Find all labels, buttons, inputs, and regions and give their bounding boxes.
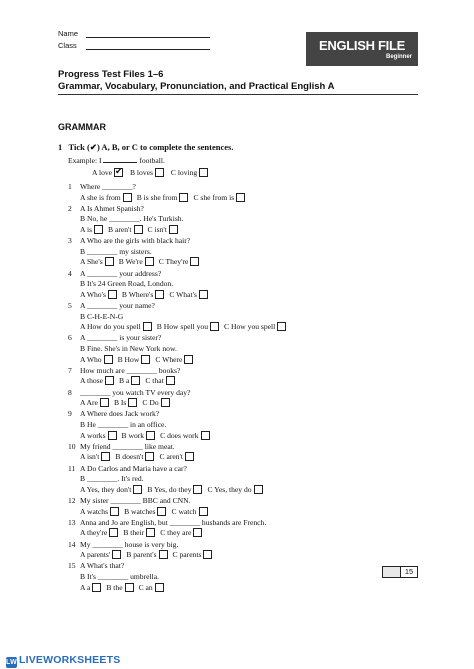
question-number: 3 [68,236,72,246]
answer-checkbox[interactable] [190,257,199,266]
option-label: A Who [80,354,102,364]
question-number: 14 [68,539,76,549]
question-options [80,256,204,267]
question-options [80,430,215,441]
question-number: 11 [68,463,76,473]
question-options [80,192,250,203]
brand-title: ENGLISH FILE [319,38,405,53]
answer-checkbox[interactable] [145,257,154,266]
example-checkbox-c[interactable] [199,168,208,177]
answer-checkbox[interactable] [143,322,152,331]
question-number: 15 [68,561,76,571]
answer-checkbox[interactable] [101,452,110,461]
example-option-b: B loves [129,168,153,177]
option-label: B doesn't [115,452,144,462]
answer-checkbox[interactable] [141,355,150,364]
option-label: C They're [158,257,189,267]
answer-checkbox[interactable] [146,431,155,440]
question-text: A Where does Jack work? [80,409,160,419]
option-label: B is she from [136,192,178,202]
question-text: Anna and Jo are English, but ________ husbands are French. [80,517,267,527]
option-label: C she from is [193,192,235,202]
option-label: A Yes, they don't [80,484,132,494]
question-text: B It's 24 Green Road, London. [80,279,174,289]
answer-checkbox[interactable] [94,225,103,234]
example-blank [103,155,137,163]
question-number: 12 [68,496,76,505]
example-option-a: A love [92,168,113,177]
question-text: A Is Ahmet Spanish? [80,203,144,213]
score-value: 15 [400,567,417,577]
question-text: B He ________ in an office. [80,420,167,429]
class-field[interactable] [86,49,210,50]
answer-checkbox[interactable] [199,290,208,299]
question-number: 7 [68,365,72,375]
option-label: C aren't [159,452,183,462]
option-label: C does work [160,430,199,440]
question-number: 4 [68,268,72,278]
option-label: B We're [118,257,143,267]
question-text: A ________ is your sister? [80,333,162,343]
option-label: C watch [171,506,197,516]
example-prompt-post: football. [139,156,165,165]
option-label: C that [145,376,164,386]
answer-checkbox[interactable] [133,485,142,494]
instruction-text: Tick (✔) A, B, or C to complete the sentences. [68,142,234,152]
option-label: B parent's [126,550,157,560]
class-label: Class [58,41,77,50]
option-label: A isn't [80,452,100,462]
answer-checkbox[interactable] [277,322,286,331]
name-label: Name [58,29,79,38]
option-label: A Who's [80,289,106,299]
option-label: B Where's [121,289,154,299]
liveworksheets-logo-icon: LW [6,659,17,666]
answer-checkbox[interactable] [112,550,121,559]
option-label: A a [80,582,91,592]
example-options [92,167,213,178]
header-divider [58,94,418,95]
answer-checkbox[interactable] [146,528,155,537]
option-label: B Yes, do they [147,484,192,494]
answer-checkbox[interactable] [199,507,208,516]
question-number: 5 [68,301,72,310]
answer-checkbox[interactable] [184,355,193,364]
option-label: B work [121,430,145,440]
question-text: A Who are the girls with black hair? [80,236,191,246]
option-label: A she is from [80,192,121,202]
section-heading: GRAMMAR [58,122,106,132]
question-text: B ________. It's red. [80,474,144,484]
test-title: Progress Test Files 1–6 [58,69,164,80]
answer-checkbox[interactable] [193,528,202,537]
question-text: My friend ________ like meat. [80,441,175,451]
liveworksheets-brand: LIVEWORKSHEETS [19,654,121,666]
question-number: 9 [68,409,72,419]
answer-checkbox[interactable] [169,225,178,234]
score-box [382,566,418,578]
option-label: C isn't [147,225,167,234]
liveworksheets-footer [6,654,120,668]
question-text: Where ________? [80,182,136,191]
option-label: C Do [142,398,159,408]
question-options [80,451,199,462]
option-label: B How spell you [156,322,209,332]
question-options [80,397,175,408]
answer-checkbox[interactable] [254,485,263,494]
answer-checkbox[interactable] [128,398,137,407]
answer-checkbox[interactable] [155,290,164,299]
answer-checkbox[interactable] [157,507,166,516]
option-label: C Where [155,354,183,364]
answer-checkbox[interactable] [92,583,101,592]
instruction-number: 1 [58,142,63,152]
question-options [80,375,180,386]
question-options [80,224,183,235]
option-label: C What's [169,289,197,299]
answer-checkbox[interactable] [161,398,170,407]
question-text: B ________ my sisters. [80,246,152,256]
example-prompt-pre: Example: I [68,156,102,165]
answer-checkbox[interactable] [100,398,109,407]
option-label: C an [138,582,153,592]
option-label: A How do you spell [80,322,141,332]
answer-checkbox[interactable] [145,452,154,461]
option-label: B aren't [108,225,132,234]
answer-checkbox[interactable] [185,452,194,461]
option-label: B watches [124,506,156,516]
option-label: C parents [172,550,202,560]
answer-checkbox[interactable] [203,550,212,559]
answer-checkbox[interactable] [108,290,117,299]
question-options [80,354,198,365]
question-text: My sister ________ BBC and CNN. [80,496,191,505]
answer-checkbox[interactable] [166,376,175,385]
question-options [80,582,169,593]
name-field[interactable] [86,37,210,38]
question-number: 10 [68,441,76,451]
answer-checkbox[interactable] [201,431,210,440]
question-text: B C-H-E-N-G [80,311,124,321]
answer-checkbox[interactable] [104,355,113,364]
question-text: My ________ house is very big. [80,539,179,549]
answer-checkbox[interactable] [125,583,134,592]
option-label: A parents' [80,550,111,560]
question-options [80,289,213,300]
option-label: B a [119,376,130,386]
option-label: C they are [160,528,192,538]
answer-checkbox[interactable] [105,376,114,385]
question-text: How much are ________ books? [80,365,181,375]
question-options [80,506,213,517]
brand-subtitle: Beginner [385,54,412,60]
answer-checkbox[interactable] [159,550,168,559]
option-label: A works [80,430,106,440]
answer-checkbox[interactable] [179,193,188,202]
tick-icon: ✔ [115,166,123,176]
option-label: A those [80,376,103,386]
option-label: A is [80,225,93,234]
answer-checkbox[interactable] [105,257,114,266]
question-number: 13 [68,517,76,527]
answer-checkbox[interactable] [134,225,143,234]
question-options [80,527,207,538]
answer-checkbox[interactable] [123,193,132,202]
answer-checkbox[interactable] [193,485,202,494]
option-label: A they're [80,528,108,538]
answer-checkbox[interactable] [108,431,117,440]
question-text: ________ you watch TV every day? [80,387,191,397]
question-number: 6 [68,333,72,343]
question-number: 1 [68,182,72,191]
question-text: A ________ your name? [80,301,155,310]
option-label: A She's [80,257,103,267]
answer-checkbox[interactable] [109,528,118,537]
test-subtitle: Grammar, Vocabulary, Pronunciation, and Practical English A [58,81,335,92]
option-label: C Yes, they do [207,484,252,494]
example-option-c: C loving [170,168,198,177]
question-options [80,484,268,495]
question-options [80,549,217,560]
question-options [80,321,291,332]
answer-checkbox[interactable] [110,507,119,516]
answer-checkbox[interactable] [210,322,219,331]
option-label: A watchs [80,506,109,516]
option-label: B the [106,582,123,592]
answer-checkbox[interactable] [236,193,245,202]
option-label: A Are [80,398,98,408]
question-text: A ________ your address? [80,268,162,278]
question-number: 2 [68,203,72,213]
question-text: A Do Carlos and Maria have a car? [80,463,187,473]
option-label: C How you spell [224,322,276,332]
english-file-logo [306,32,418,66]
question-number: 8 [68,387,72,397]
question-text: A What's that? [80,561,125,571]
option-label: B How [117,354,140,364]
option-label: B their [123,528,145,538]
question-text: B No, he ________. He's Turkish. [80,214,184,224]
answer-checkbox[interactable] [131,376,140,385]
example-prompt [68,155,165,166]
option-label: B Is [113,398,127,408]
question-text: B It's ________ umbrella. [80,572,159,581]
example-checkbox-a[interactable] [114,168,123,177]
answer-checkbox[interactable] [155,583,164,592]
question-text: B Fine. She's in New York now. [80,344,177,353]
instruction [58,142,233,153]
example-checkbox-b[interactable] [155,168,164,177]
